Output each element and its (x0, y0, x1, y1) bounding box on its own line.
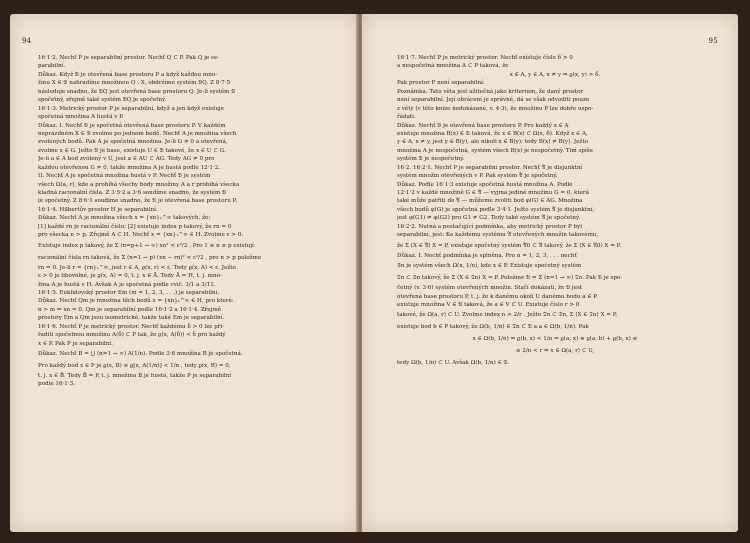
text-line: Je-li a ∈ A bod zvolený v U, jest a ∈ AU ⊂ AG. Tedy AG ≠ 0 pro (38, 156, 215, 163)
text-line: ε > 0 je libovolné, je ϱ(x, A) = 0, t. j. x ∈ Ā. Tedy Ā = H, t. j. mno- (38, 273, 222, 280)
formula-line: Důkaz. Nechť B = ⋃ (n=1 → ∞) A(1/n). Podle 3·6 množina B je spočetná. (38, 351, 243, 357)
text-line: Důkaz. I. Nechť 𝔅 je spočetná otevřená base prostoru P. V každém (38, 122, 226, 129)
text-line: [1] každé rn je racionální číslo; [2] existuje index p takový, že rn = 0 (38, 223, 232, 230)
formula-line: Pro každý bod x ∈ P je ϱ(x, B) ≤ ϱ[x, A(1/n)] < 1/n , tedy ϱ(x, B) = 0, (38, 363, 231, 369)
text-line: spočetná množina A hustá v P. (38, 114, 124, 121)
text-line: také může patřiti do 𝔄 — můžeme zvoliti bod φ(G) ∈ AG. Množina (397, 198, 583, 205)
text-line: existuje množina V ∈ 𝔅 taková, že a ∈ V ⊂ U. Existuje číslo r > 0 (397, 301, 580, 308)
text-line: 16·1·3. Metrický prostor P je separabilní, když a jen když existuje (38, 105, 224, 112)
text-line: a nespočetná množina A ⊂ P taková, že (397, 63, 509, 70)
text-line: parabilní. (38, 63, 66, 70)
text-line: n > m ⇒ xn = 0. Qm je separabilní podle 16·1·2 a 16·1·4. Zřejmě (38, 306, 222, 313)
text-line: y ∈ A, x ≠ y, jest y ∈ B(y), ale nikoli x ∈ B(y); tedy B(x) ≠ B(y). Ježto (397, 139, 588, 146)
text-line: řaditi spočetnou množinu A(δ) ⊂ P tak, že ϱ(x, A(δ)) < δ pro každý (38, 332, 226, 339)
text-line: II. Nechť A je spočetná množina hustá v P. Nechť 𝔅 je systém (38, 173, 211, 180)
formula-line: Existuje index p takový, že Σ (n=p+1 → ∞) xn² < ε²/2 . Pro 1 ≤ n ≤ p existují (38, 242, 254, 249)
text-line: Důkaz. Nechť Qm je množina těch bodů x = {xn}₁^∞ ∈ H, pro které: (38, 298, 234, 305)
text-line: z věty (v této knize nedokázané, v. 4·3), že množinu P lze dobře uspo- (397, 105, 594, 112)
text-line: 16·1·4. Hilbertův prostor H je separabilní. (38, 206, 158, 213)
formula-line: x ∈ Ω(b, 1/n) ⇒ ϱ(b, x) < 1/n ⇒ ϱ(a, x) ≤ ϱ(a, b) + ϱ(b, x) ≤ (472, 336, 638, 343)
text-line: 16·1·2. Nechť P je separabilní prostor. Nechť Q ⊂ P. Pak Q je se- (38, 55, 220, 61)
text-line: rn = 0. Je-li r = {rn}₁^∞, jest r ∈ A, ϱ(x, r) < ε. Tedy ϱ(x, A) < ε. Ježto (38, 264, 236, 271)
text-line: separabilní, jest: Ke každému systému 𝔄 otevřených množin takovému, (397, 232, 599, 239)
text-line: pro všecka n > p. Zřejmě A ⊂ H. Nechť x = {xn}₁^∞ ∈ H. Zvolme ε > 0. (38, 232, 244, 239)
text-line: zvolme x ∈ G. Ježto 𝔅 je base, existuje U ∈ 𝔅 takové, že x ∈ U ⊂ G. (38, 147, 226, 154)
formula-line: existuje bod b ∈ P takový, že Ω(b, 1/n) ∈ 𝔗n ⊂ 𝔅 a a ∈ Ω(b, 1/n). Pak (397, 324, 589, 331)
text-line: spočetný, zřejmě také systém 𝔅Q je spočetný. (38, 97, 167, 104)
text-line: neprázdném X ∈ 𝔅 zvolme po jednom bodě. Nechť A je množina všech (38, 130, 237, 137)
text-line: řádati. (397, 114, 416, 121)
text-line: 16·2. 16·2·1. Nechť P je separabilní prostor. Nechť 𝔄 je disjunktní (397, 164, 583, 171)
text-line: 16·2·2. Nutná a postačující podmínka, aby metrický prostor P byl (397, 223, 583, 230)
formula-line: tedy Ω(b, 1/n) ⊂ U. Avšak Ω(b, 1/n) ∈ 𝔅. (397, 360, 510, 367)
text-line: systém množin otevřených v P. Pak systém 𝔄 je spočetný. (397, 173, 558, 180)
text-line: t. j. x ∈ B̄. Tedy B̄ = P, t. j. množina B je hustá, takže P je separabilní (38, 373, 232, 379)
text-line: systém 𝔅 je nespočetný. (397, 156, 465, 163)
text-line: Důkaz. I. Nechť podmínka je splněna. Pro n = 1, 2, 3, . . . nechť (397, 252, 577, 259)
text-line: 16·1·5. Euklidovský prostor Em (m = 1, 2, 3, . . .) je separabilní. (38, 289, 220, 296)
text-line: 16·1·6. Nechť P je metrický prostor. Nechť každému δ > 0 lze při- (38, 323, 225, 330)
text-line: zvolených bodů. Pak A je spočetná množina. Je-li G ≠ 0 a otevřená, (38, 139, 228, 146)
text-line: jest φ(G1) ≠ φ(G2) pro G1 ≠ G2. Tedy také systém 𝔄 je spočetný. (397, 215, 581, 222)
page-number: 95 (708, 37, 718, 45)
text-line: x ∈ P. Pak P je separabilní. (38, 340, 113, 347)
formula-line: ≤ 2/n < r ⇒ x ∈ Ω(a, r) ⊂ U, (515, 348, 595, 355)
text-line: Důkaz. Nechť A je množina všech x = {xn}₁^∞ takových, že: (38, 215, 211, 222)
text-line: všech bodů φ(G) je spočetná podle 3·4·1. Ježto systém 𝔄 je disjunktní, (397, 206, 595, 213)
text-line: žina A je hustá v H. Avšak A je spočetná podle cvič. 3/1 a 3/11. (38, 281, 216, 288)
text-line: Poznámka. Tato věta jest užitečná jako kriterium, že daný prostor (397, 88, 584, 95)
text-line: množina A je nespočetná, systém všech B(x) je nespočetný. Tím spíše (397, 147, 593, 154)
text-line: následuje snadno, že 𝔅Q jest otevřená base prostoru Q. Je-li systém 𝔅 (38, 88, 236, 95)
text-line: není separabilní. Její obrácení je správné, dá se však odvoditi pouze (397, 97, 590, 104)
text-line: kladná racionální čísla. Z 3·5·2 a 3·6 soudíme snadno, že systém 𝔅 (38, 190, 227, 196)
page-number: 94 (22, 37, 32, 45)
text-line: každou otevřenou G ≠ 0, takže množina A je hustá podle 12·1·2. (38, 164, 221, 171)
text-line: četný (v. 3·6) systém otevřených množin. Stačí dokázati, že 𝔅 jest (397, 285, 583, 292)
formula-line: že Σ (X ∈ 𝔄) X = P, existuje spočetný systém 𝔄0 ⊂ 𝔄 takový, že Σ (X ∈ 𝔄0) X = P. (397, 242, 622, 249)
text-line: Důkaz. Nechť 𝔅 je otevřená base prostoru P. Pro každý x ∈ A (397, 122, 569, 129)
text-line: všech Ω(a, r), kde a probíhá všechy body množiny A a r probíhá všecka (38, 181, 240, 188)
text-line: žinu X ∈ 𝔅 nahradíme množinou Q . X, obdržíme systém 𝔅Q. Z 8·7·5 (38, 80, 231, 87)
text-line: Pak prostor P není separabilní. (397, 80, 485, 87)
text-line: je spočetný. Z 8·6·1 soudíme snadno, že 𝔅 je otevřená base prostoru P. (38, 198, 238, 205)
left-page (10, 14, 358, 532)
text-line: prostory Em a Qm jsou isometrické, takže také Em je separabilní. (38, 315, 225, 322)
text-line: Důkaz. Podle 16·1·3 existuje spočetná hustá množina A. Podle (397, 181, 573, 188)
page-text (38, 54, 338, 389)
formula-line: 𝔖n je systém všech Ω(x, 1/n), kde x ∈ P. Existuje spočetný systém (397, 263, 582, 270)
formula-line: 𝔗n ⊂ 𝔖n takový, že Σ (X ∈ 𝔗n) X = P. Položme 𝔅 = Σ (n=1 → ∞) 𝔗n. Pak 𝔅 je spo- (397, 275, 623, 282)
formula-line: racionální čísla rn taková, že Σ (n=1 → p) (xn − rn)² < ε²/2 , pro n > p položme (38, 254, 262, 261)
text-line: existuje množina B(x) ∈ 𝔅 taková, že x ∈ B(x) ⊂ Ω(x, δ). Když x ∈ A, (397, 130, 588, 137)
formula-line: takové, že Ω(a, r) ⊂ U. Zvolme index n > 2/r . Ježto 𝔗n ⊂ 𝔖n, Σ (X ∈ 𝔗n) X = P, (397, 312, 618, 319)
text-line: 12·1·2 v každé množině G ∈ 𝔄 — vyjma jediné množinu G = 0, která (397, 190, 589, 196)
page-text (397, 54, 713, 369)
text-line: 16·1·7. Nechť P je metrický prostor. Nechť existuje číslo δ > 0 (397, 55, 573, 61)
text-line: podle 16·1·3. (38, 381, 75, 388)
text-line: Důkaz. Když 𝔅 je otevřená base prostoru P a když každou mno- (38, 71, 218, 78)
text-line: otevřená base prostoru P, t. j. že k danému okolí U danému bodu a ∈ P (397, 293, 598, 300)
formula-line: x ∈ A, y ∈ A, x ≠ y ⇒ ϱ(x, y) > δ. (509, 71, 601, 78)
right-page (362, 14, 738, 532)
